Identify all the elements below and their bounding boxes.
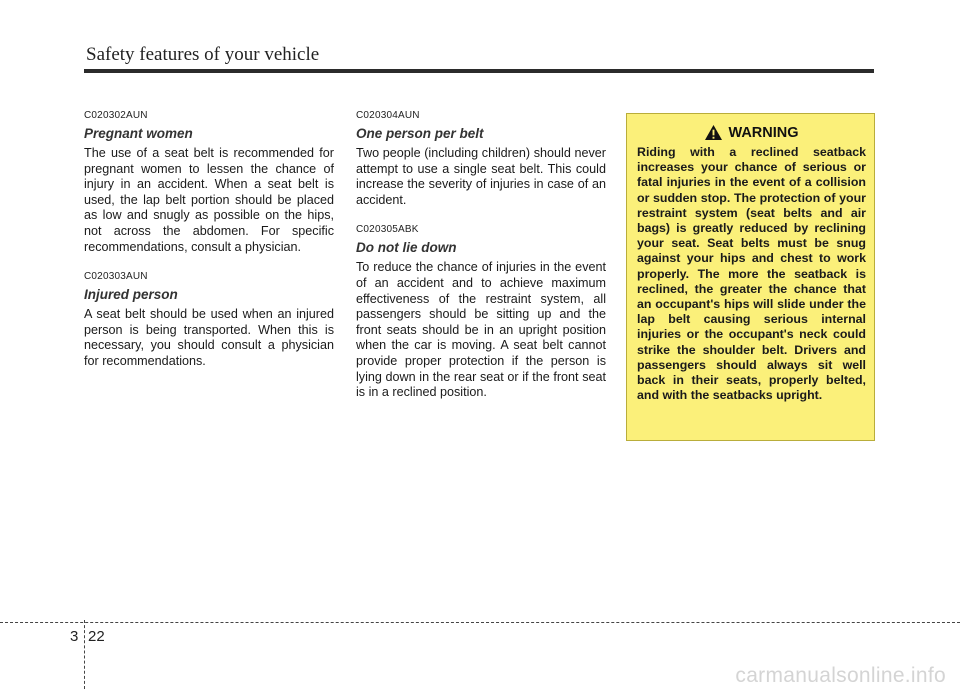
footer-rule <box>0 622 960 623</box>
header-rule <box>84 69 874 73</box>
section-body: A seat belt should be used when an injured person is being transported. When this is necessary, you should consult a physician for recommendations. <box>84 307 334 368</box>
footer-divider <box>84 620 86 689</box>
left-column <box>84 110 334 386</box>
page-header-title: Safety features of your vehicle <box>86 44 320 65</box>
page-number: 22 <box>88 628 105 645</box>
section-code: C020302AUN <box>84 110 148 121</box>
section-code: C020305ABK <box>356 224 419 236</box>
section-heading: Do not lie down <box>356 240 457 256</box>
warning-header <box>637 124 866 141</box>
page-section-number: 3 <box>70 628 79 645</box>
warning-title: WARNING <box>728 124 799 141</box>
section-body: To reduce the chance of injuries in the event of an accident and to achieve maximum effectiveness of the restraint system, all passengers should be sitting up and the front seats should be in an upright position when the car is moving. A seat belt cannot provide proper protection if the person is lying down in the rear seat or if the front seat is in a reclined position. <box>356 260 606 400</box>
watermark: carmanualsonline.info <box>735 664 946 687</box>
section-code: C020303AUN <box>84 271 148 283</box>
section-body: Two people (including children) should never attempt to use a single seat belt. This could increase the severity of injuries in case of an accident. <box>356 146 606 207</box>
section-heading: One person per belt <box>356 126 484 141</box>
warning-triangle-icon <box>704 124 723 141</box>
section-code: C020304AUN <box>356 110 420 121</box>
middle-column <box>356 110 606 417</box>
warning-text: Riding with a reclined seatback increases your chance of serious or fatal injuries in the event of a collision or sudden stop. The protection of your restraint system (seat belts and air bags) is greatly reduced by reclining your seat. Seat belts must be snug against your hips and chest to work properly. The more the seatback is reclined, the greater the chance that an occupant's hips will slide under the lap belt causing serious internal injuries or the occupant's neck could strike the shoulder belt. Drivers and passengers should always sit well back in their seats, properly belted, and with the seatbacks upright. <box>637 145 866 403</box>
warning-box <box>626 113 875 441</box>
section-heading: Injured person <box>84 287 178 303</box>
section-heading: Pregnant women <box>84 126 193 141</box>
section-body: The use of a seat belt is recommended for pregnant women to lessen the chance of injury in an accident. When a seat belt is used, the lap belt portion should be placed as low and snugly as possible on the hips, not across the abdomen. For specific recommendations, consult a physician. <box>84 146 334 254</box>
